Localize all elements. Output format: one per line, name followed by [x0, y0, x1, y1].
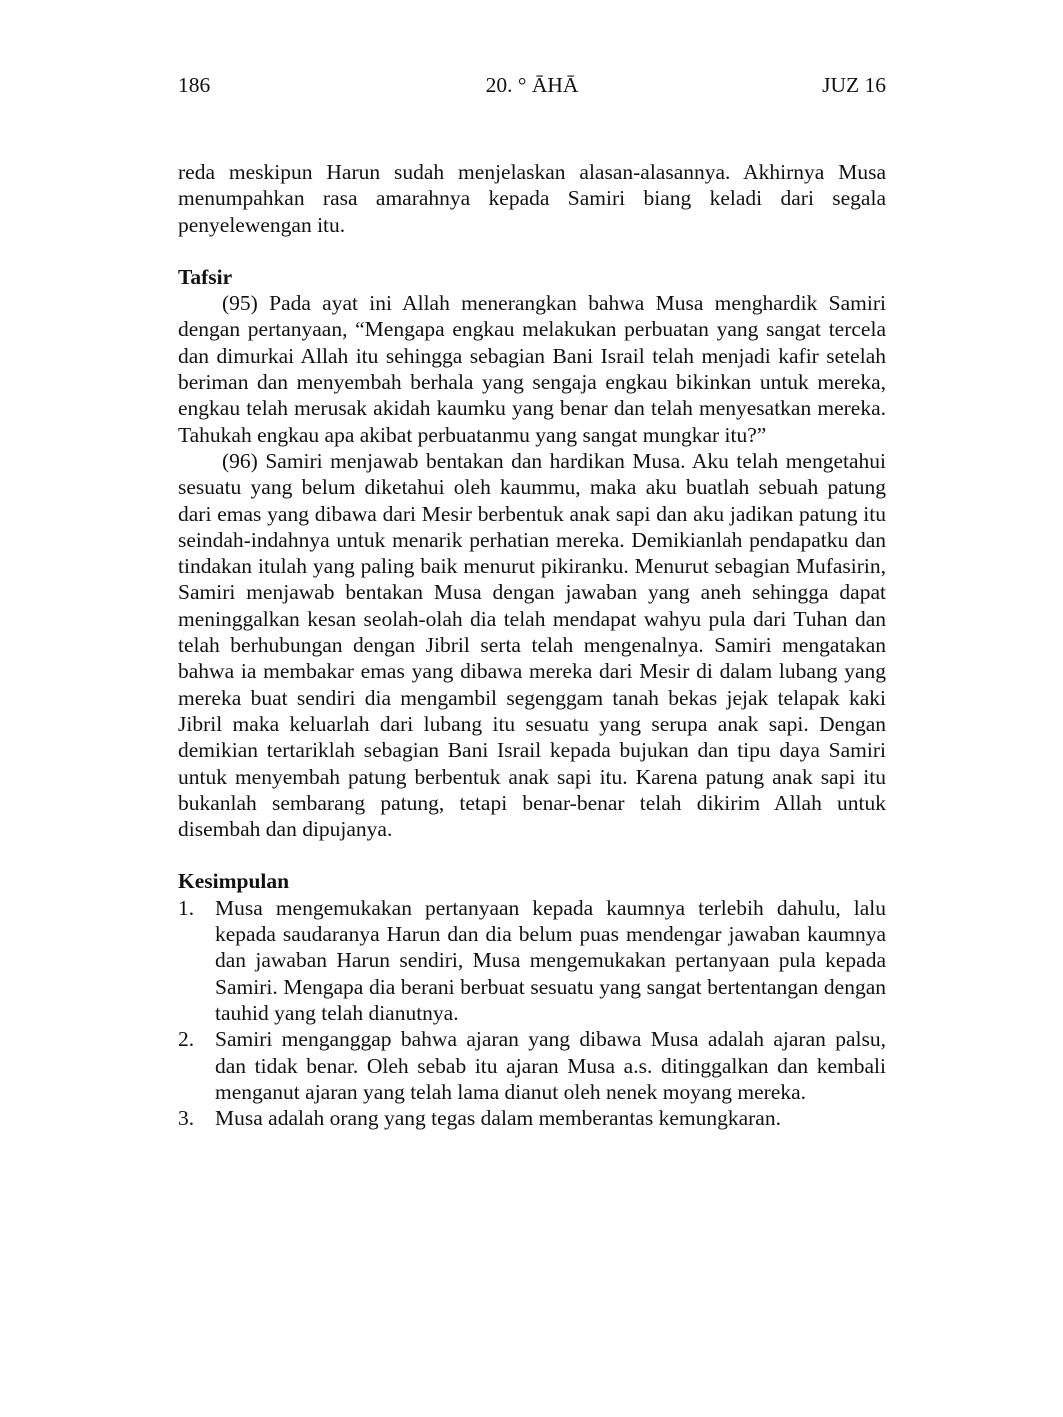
kesimpulan-heading: Kesimpulan	[178, 869, 290, 894]
surah-title: 20. ° ĀHĀ	[485, 73, 579, 97]
kesimpulan-list	[178, 895, 886, 1132]
tafsir-paragraph-96: (96) Samiri menjawab bentakan dan hardikan Musa. Aku telah mengetahui sesuatu yang belum diketahui oleh kaummu, maka aku buatlah sebuah patung dari emas yang dibawa dari Mesir berbentuk anak sapi dan aku jadikan patung itu seindah-indahnya untuk menarik perhatian mereka. Demikianlah pendapatku dan tindakan itulah yang paling baik menurut pikiranku. Menurut sebagian Mufasirin, Samiri menjawab bentakan Musa dengan jawaban yang aneh sehingga dapat meninggalkan kesan seolah-olah dia telah mendapat wahyu pula dari Tuhan dan telah berhubungan dengan Jibril serta telah mengenalnya. Samiri mengatakan bahwa ia membakar emas yang dibawa mereka dari Mesir di dalam lubang yang mereka buat sendiri dia mengambil segenggam tanah bekas jejak telapak kaki Jibril maka keluarlah dari lubang itu sesuatu yang serupa anak sapi. Dengan demikian tertariklah sebagian Bani Israil kepada bujukan dan tipu daya Samiri untuk menyembah patung berbentuk anak sapi itu. Karena patung anak sapi itu bukanlah sembarang patung, tetapi benar-benar telah dikirim Allah untuk disembah dan dipujanya.	[178, 448, 886, 842]
list-item	[178, 1105, 886, 1131]
list-item-number: 1.	[178, 895, 195, 920]
list-item	[178, 895, 886, 1026]
running-header	[178, 72, 886, 102]
page-number: 186	[178, 73, 211, 97]
tafsir-paragraph-95: (95) Pada ayat ini Allah menerangkan bahwa Musa menghardik Samiri dengan pertanyaan, “Mengapa engkau melakukan perbuatan yang sangat tercela dan dimurkai Allah itu sehingga sebagian Bani Israil telah menjadi kafir setelah beriman dan menyembah berhala yang sengaja engkau bikinkan untuk mereka, engkau telah merusak akidah kaumku yang benar dan telah menyesatkan mereka. Tahukah engkau apa akibat perbuatanmu yang sangat mungkar itu?”	[178, 291, 886, 447]
list-item-text: Samiri menganggap bahwa ajaran yang dibawa Musa adalah ajaran palsu, dan tidak benar. Oleh sebab itu ajaran Musa a.s. ditinggalkan dan kembali menganut ajaran yang telah lama dianut oleh nenek moyang mereka.	[215, 1027, 886, 1104]
book-page	[178, 72, 886, 1131]
juz-label: JUZ 16	[822, 73, 886, 97]
list-item-text: Musa adalah orang yang tegas dalam memberantas kemungkaran.	[215, 1106, 781, 1131]
intro-paragraph: reda meskipun Harun sudah menjelaskan alasan-alasannya. Akhirnya Musa menumpahkan rasa amarahnya kepada Samiri biang keladi dari segala penyelewengan itu.	[178, 160, 886, 237]
list-item-text: Musa mengemukakan pertanyaan kepada kaumnya terlebih dahulu, lalu kepada saudaranya Harun dan dia belum puas mendengar jawaban kaumnya dan jawaban Harun sendiri, Musa mengemukakan pertanyaan pula kepada Samiri. Mengapa dia berani berbuat sesuatu yang sangat bertentangan dengan tauhid yang telah dianutnya.	[215, 895, 886, 1025]
list-item	[178, 1026, 886, 1105]
list-item-number: 3.	[178, 1106, 195, 1131]
tafsir-heading: Tafsir	[178, 264, 233, 289]
list-item-number: 2.	[178, 1027, 195, 1052]
